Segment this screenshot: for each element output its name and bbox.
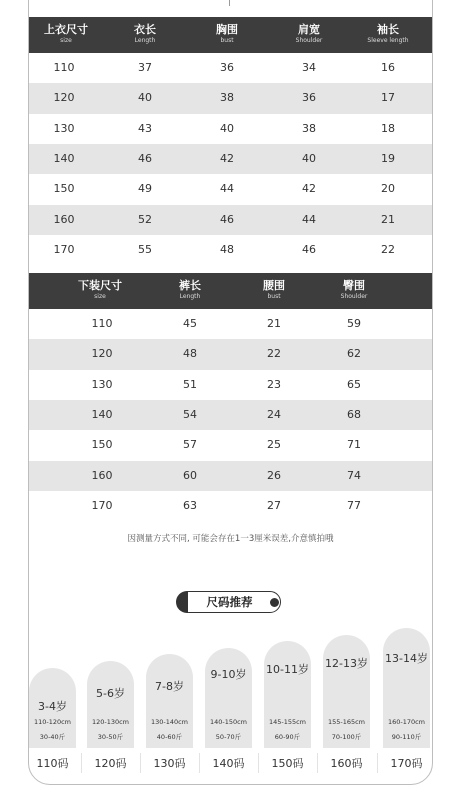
table-row	[29, 114, 432, 144]
height-range: 145-155cm	[268, 718, 307, 726]
header-hip: 臀围 Shoulder	[340, 279, 368, 300]
table-row	[29, 430, 432, 460]
size-recommend-card	[383, 628, 430, 748]
table-row	[29, 83, 432, 113]
size-code-label: 120码	[94, 757, 127, 770]
table-cell: 160	[53, 212, 75, 226]
code-divider	[199, 753, 200, 773]
height-range: 155-165cm	[327, 718, 366, 726]
table-row	[29, 461, 432, 491]
size-recommend-card	[146, 654, 193, 748]
table-cell: 17	[381, 91, 395, 105]
header-bottom-size: 下装尺寸 size	[78, 279, 122, 300]
weight-range: 90-110斤	[391, 733, 422, 741]
header-length: 衣长 Length	[134, 23, 156, 44]
size-recommend-card	[264, 641, 311, 748]
size-recommend-card	[323, 635, 370, 748]
table-cell: 40	[138, 91, 152, 105]
table-row	[29, 400, 432, 430]
table-cell: 38	[302, 121, 316, 135]
table-row	[29, 370, 432, 400]
size-recommend-card	[87, 661, 134, 748]
table-cell: 74	[347, 468, 361, 482]
table-cell: 36	[302, 91, 316, 105]
table-cell: 77	[347, 498, 361, 512]
table-row	[29, 235, 432, 265]
table-cell: 43	[138, 121, 152, 135]
table-cell: 150	[91, 438, 113, 452]
table-cell: 51	[183, 377, 197, 391]
height-range: 140-150cm	[209, 718, 248, 726]
table-cell: 120	[91, 347, 113, 361]
table-cell: 24	[267, 407, 281, 421]
age-label: 7-8岁	[155, 680, 184, 693]
table-cell: 120	[53, 91, 75, 105]
table-cell: 22	[381, 242, 395, 256]
table-cell: 21	[267, 317, 281, 330]
table-cell: 54	[183, 407, 197, 421]
table-cell: 25	[267, 438, 281, 452]
table-cell: 42	[302, 182, 316, 196]
table-cell: 18	[381, 121, 395, 135]
height-range: 160-170cm	[387, 718, 426, 726]
age-label: 9-10岁	[210, 668, 247, 681]
table-row	[29, 144, 432, 174]
top-table-header	[29, 17, 432, 53]
table-cell: 44	[302, 212, 316, 226]
header-size: 上衣尺寸 size	[44, 23, 88, 44]
table-cell: 62	[347, 347, 361, 361]
table-cell: 130	[91, 377, 113, 391]
table-cell: 110	[53, 61, 75, 74]
table-cell: 170	[53, 242, 75, 256]
table-cell: 26	[267, 468, 281, 482]
table-cell: 46	[302, 242, 316, 256]
size-code-label: 150码	[271, 757, 304, 770]
code-divider	[81, 753, 82, 773]
table-cell: 68	[347, 407, 361, 421]
size-code-label: 160码	[330, 757, 363, 770]
table-cell: 36	[220, 61, 234, 74]
table-cell: 46	[220, 212, 234, 226]
table-cell: 59	[347, 317, 361, 330]
table-cell: 65	[347, 377, 361, 391]
table-cell: 37	[138, 61, 152, 74]
table-cell: 110	[91, 317, 113, 330]
weight-range: 70-100斤	[331, 733, 362, 741]
header-waist: 腰围 bust	[263, 279, 285, 300]
header-pants-length: 裤长 Length	[179, 279, 201, 300]
table-cell: 160	[91, 468, 113, 482]
code-divider	[317, 753, 318, 773]
table-row	[29, 339, 432, 369]
table-cell: 60	[183, 468, 197, 482]
table-cell: 71	[347, 438, 361, 452]
table-cell: 49	[138, 182, 152, 196]
table-cell: 52	[138, 212, 152, 226]
table-cell: 38	[220, 91, 234, 105]
table-row	[29, 309, 432, 339]
table-row	[29, 205, 432, 235]
table-cell: 21	[381, 212, 395, 226]
table-cell: 20	[381, 182, 395, 196]
table-cell: 63	[183, 498, 197, 512]
header-bust: 胸围 bust	[216, 23, 238, 44]
height-range: 120-130cm	[91, 718, 130, 726]
table-cell: 42	[220, 151, 234, 165]
header-sleeve: 袖长 Sleeve length	[367, 23, 409, 44]
table-cell: 140	[91, 407, 113, 421]
measurement-note: 因测量方式不同, 可能会存在1一3厘米误差,介意慎拍哦	[127, 534, 334, 544]
table-cell: 40	[220, 121, 234, 135]
age-label: 5-6岁	[96, 687, 125, 700]
weight-range: 30-40斤	[39, 733, 66, 741]
table-cell: 57	[183, 438, 197, 452]
height-range: 110-120cm	[33, 718, 72, 726]
size-recommend-card	[29, 668, 76, 748]
recommend-title: 尺码推荐	[206, 595, 253, 609]
size-code-label: 130码	[153, 757, 186, 770]
height-range: 130-140cm	[150, 718, 189, 726]
age-label: 12-13岁	[325, 657, 368, 670]
age-label: 13-14岁	[385, 652, 428, 665]
age-label: 10-11岁	[266, 663, 309, 676]
table-cell: 130	[53, 121, 75, 135]
size-code-label: 170码	[390, 757, 423, 770]
table-cell: 150	[53, 182, 75, 196]
table-cell: 40	[302, 151, 316, 165]
table-cell: 22	[267, 347, 281, 361]
table-cell: 23	[267, 377, 281, 391]
table-cell: 48	[220, 242, 234, 256]
code-divider	[140, 753, 141, 773]
weight-range: 40-60斤	[156, 733, 183, 741]
code-divider	[377, 753, 378, 773]
weight-range: 50-70斤	[215, 733, 242, 741]
table-cell: 44	[220, 182, 234, 196]
table-row	[29, 53, 432, 83]
table-row	[29, 491, 432, 521]
table-cell: 170	[91, 498, 113, 512]
weight-range: 60-90斤	[274, 733, 301, 741]
table-cell: 45	[183, 317, 197, 330]
table-cell: 34	[302, 61, 316, 74]
size-code-label: 140码	[212, 757, 245, 770]
header-shoulder: 肩宽 Shoulder	[295, 23, 323, 44]
recommend-title-pill	[178, 591, 281, 613]
table-cell: 140	[53, 151, 75, 165]
table-cell: 48	[183, 347, 197, 361]
size-code-label: 110码	[36, 757, 69, 770]
table-cell: 19	[381, 151, 395, 165]
table-cell: 16	[381, 61, 395, 74]
table-row	[29, 174, 432, 204]
bottom-table-header	[29, 273, 432, 309]
top-connector-line	[229, 0, 230, 6]
table-cell: 27	[267, 498, 281, 512]
size-recommend-card	[205, 648, 252, 748]
code-divider	[258, 753, 259, 773]
table-cell: 46	[138, 151, 152, 165]
table-cell: 55	[138, 242, 152, 256]
age-label: 3-4岁	[38, 700, 67, 713]
weight-range: 30-50斤	[97, 733, 124, 741]
